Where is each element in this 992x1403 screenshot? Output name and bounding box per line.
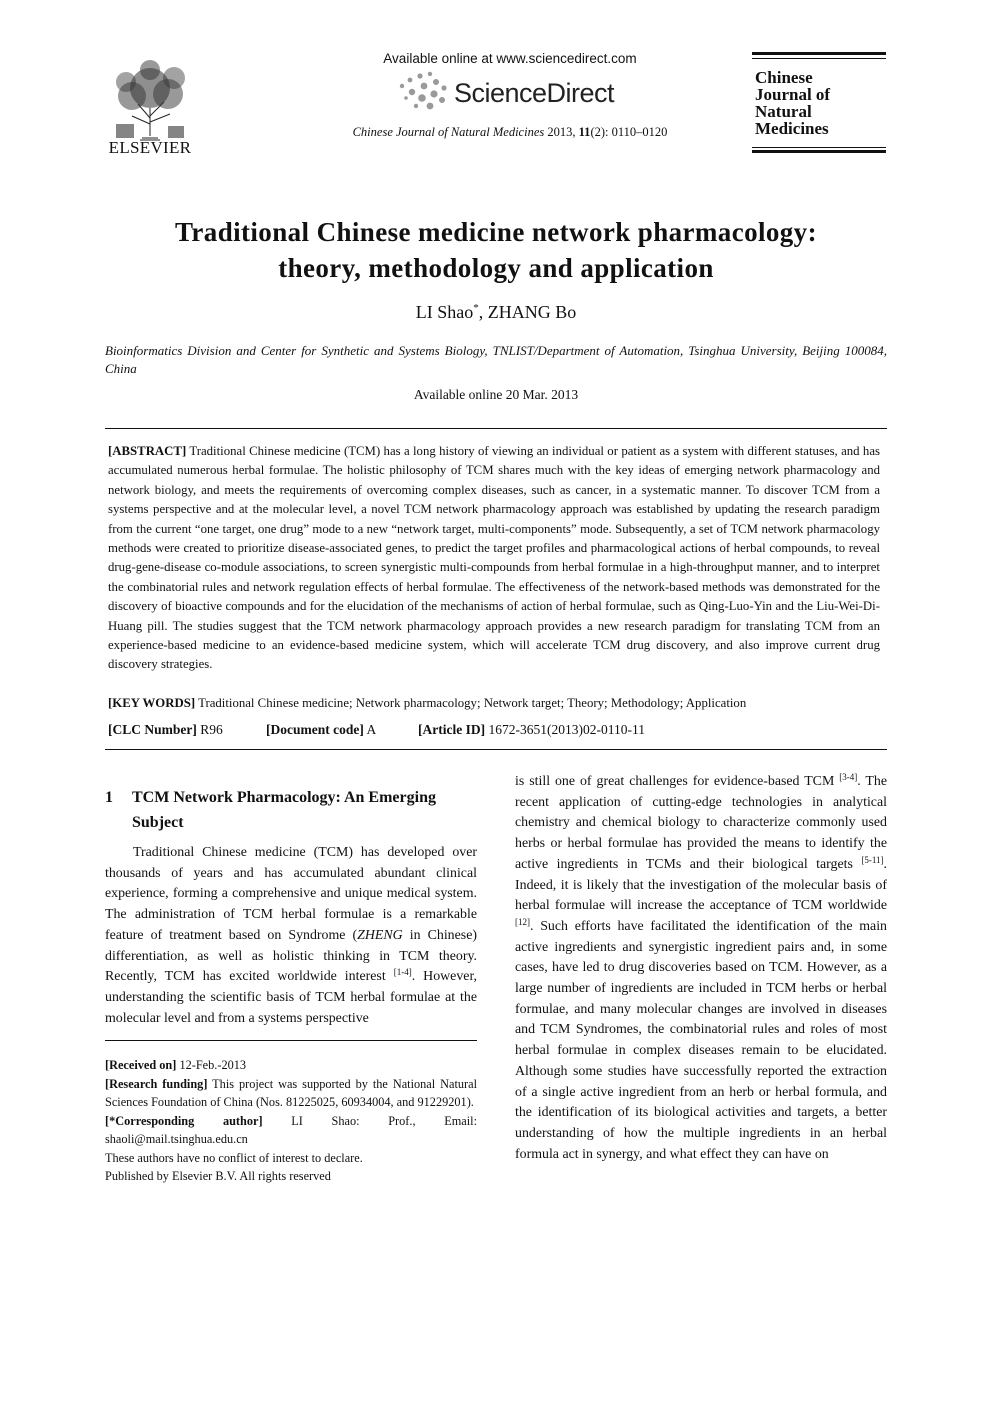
footnote-text: LI Shao: Prof., Email: shaoli@mail.tsinghua.edu.cn [105,1113,477,1146]
citation-reference[interactable]: [3-4] [839,772,858,782]
available-online-text[interactable]: Available online at www.sciencedirect.com [383,51,637,66]
journal-name-line: Chinese [755,68,813,87]
journal-box-bottom-rule-thin [752,147,886,148]
author-name: , ZHANG Bo [478,302,577,322]
document-code-label: [Document code] [266,722,364,737]
author-list [96,302,896,323]
abstract-bottom-rule [105,749,887,750]
citation-year: 2013, [547,125,576,139]
body-text-italic: ZHENG [357,927,403,943]
footnote-conflict: These authors have no conflict of interest to declare. [105,1150,363,1165]
body-text: . Such efforts have facilitated the identification of the main active ingredients and synergistic ingredient pairs and, in some cases, have led to drug discoveries based on TCM. However, as a large number of ingredients are included in TCM herbs or herbal formulae, and many molecular changes are involved in diseases and TCM Syndromes, the combinatorial rules and roles of most herbal formulae in complex diseases remain to be elucidated. Although some studies have successfully reported the extraction of a single active ingredient from an herb or herbal formula, and the identification of its biological activities and targets, a better understanding of how the multiple ingredients in an herbal formula act in synergy, and what effect they can have on [515,918,887,1162]
body-text: in Chinese) differentiation, as well as holistic thinking in TCM theory. Recently, TCM has excited worldwide interest [105,927,477,985]
abstract-text: Traditional Chinese medicine (TCM) has a long history of viewing an individual or patient as a system with different statuses, and has accumulated numerous herbal formulae. The holistic philosophy of TCM shares much with the key ideas of emerging network pharmacology and network biology, and meets the requirements of overcoming complex diseases, such as cancer, in a systematic manner. To discover TCM from a systems perspective and at the molecular level, a novel TCM network pharmacology approach was established by updating the research paradigm from the current “one target, one drug” mode to a new “network target, multi-components” mode. Subsequently, a set of TCM network pharmacology methods were created to prioritize disease-associated genes, to predict the target profiles and pharmacological actions of herbal compounds, to reveal drug-gene-disease co-module associations, to screen synergistic multi-compounds from herbal formulae in a high-throughput manner, and to interpret the combinatorial rules and network regulation effects of herbal formulae. The effectiveness of the network-based methods was demonstrated for the discovery of bioactive compounds and for the elucidation of the mechanisms of action of herbal formulae, such as Qing-Luo-Yin and the Liu-Wei-Di-Huang pill. The studies suggest that the TCM network pharmacology approach provides a new research paradigm for translating TCM from an experience-based medicine to an evidence-based medicine system, which will accelerate TCM drug discovery, and also improve current drug discovery strategies. [108,444,880,672]
footnote-published: Published by Elsevier B.V. All rights reserved [105,1169,331,1183]
clc-number-value: R96 [196,722,223,737]
journal-name-box [752,52,886,154]
journal-name-line: Medicines [755,119,829,138]
footnote-funding [105,1075,477,1112]
article-id-label: [Article ID] [418,722,486,737]
clc-number-label: [CLC Number] [108,722,197,737]
journal-box-bottom-rule [752,150,886,153]
journal-name-line: Natural [755,102,812,121]
footnote-rule [105,1040,477,1041]
journal-box-top-rule-thin [752,58,886,59]
citation-volume: 11 [578,125,591,139]
journal-name-line: Journal of [755,85,831,104]
section-title: TCM Network Pharmacology: An Emerging Subject [132,789,436,831]
footnote-label: [Received on] [105,1058,177,1072]
footnote-label: [Research funding] [105,1076,208,1091]
body-text: Traditional Chinese medicine (TCM) has developed over thousands of years and has accumulated abundant clinical experience, forming a comprehensive and unique medical system. The administration of TCM herbal formulae is a remarkable feature of treatment based on Syndrome ( [105,845,477,943]
keywords [108,696,880,711]
article-metadata [108,722,880,738]
article-title [96,214,896,286]
body-text: . Indeed, it is likely that the investigation of the molecular basis of herbal formulae will increase the acceptance of TCM worldwide [515,856,887,914]
abstract-label: [ABSTRACT] [108,444,187,458]
document-code-value: A [363,722,377,737]
abstract [108,442,880,675]
clc-number [108,722,266,738]
sciencedirect-logo[interactable] [396,70,636,114]
abstract-top-rule [105,428,887,429]
body-text: . However, understanding the scientific basis of TCM herbal formulae at the molecular level and from a systems perspective [105,969,477,1026]
author-affiliation: Bioinformatics Division and Center for Synthetic and Systems Biology, TNLIST/Department of Automation, Tsinghua University, Beijing 100084, China [105,343,887,376]
footnote-text: 12-Feb.-2013 [176,1058,247,1072]
footnote-corresponding [105,1112,477,1149]
keywords-label: [KEY WORDS] [108,696,196,710]
citation-issue-pages: (2): 0110–0120 [590,125,668,139]
journal-citation [250,125,770,140]
citation-journal: Chinese Journal of Natural Medicines [352,125,545,139]
sciencedirect-dots-icon [396,70,452,114]
article-title-line: Traditional Chinese medicine network pharmacology: [175,217,817,247]
publisher-name: ELSEVIER [108,138,192,157]
citation-reference[interactable]: [12] [515,916,530,927]
keywords-text: Traditional Chinese medicine; Network pharmacology; Network target; Theory; Methodology; Application [195,696,747,710]
author-name: LI Shao [415,302,474,322]
sciencedirect-wordmark: ScienceDirect [454,78,615,108]
right-column-paragraph [515,772,887,1165]
corresponding-author-mark: * [473,302,479,314]
journal-name [755,69,830,137]
article-title-line: theory, methodology and application [278,253,714,283]
left-column-paragraph [105,843,477,1029]
document-code [266,722,418,738]
body-text: . The recent application of cutting-edge technologies in analytical chemistry and chemical biology to characterize commonly used herbs or herbal formulae has provided the means to identify the active ingredients in TCMs and their biological targets [515,774,887,872]
citation-reference[interactable]: [1-4] [393,967,412,978]
article-id-value: 1672-3651(2013)02-0110-11 [485,722,645,737]
footnote-text: This project was supported by the National Natural Sciences Foundation of China (Nos. 81225025, 60934004, and 91229201). [105,1076,478,1109]
available-online-date: Available online 20 Mar. 2013 [413,387,579,402]
footnote-label: [*Corresponding author] [105,1113,263,1128]
journal-box-top-rule [752,52,886,55]
citation-reference[interactable]: [5-11] [861,854,884,865]
body-text: is still one of great challenges for evidence-based TCM [515,774,840,789]
section-number: 1 [105,789,113,806]
article-id [418,722,645,738]
footnote-received [105,1056,477,1075]
footnotes [105,1056,477,1186]
